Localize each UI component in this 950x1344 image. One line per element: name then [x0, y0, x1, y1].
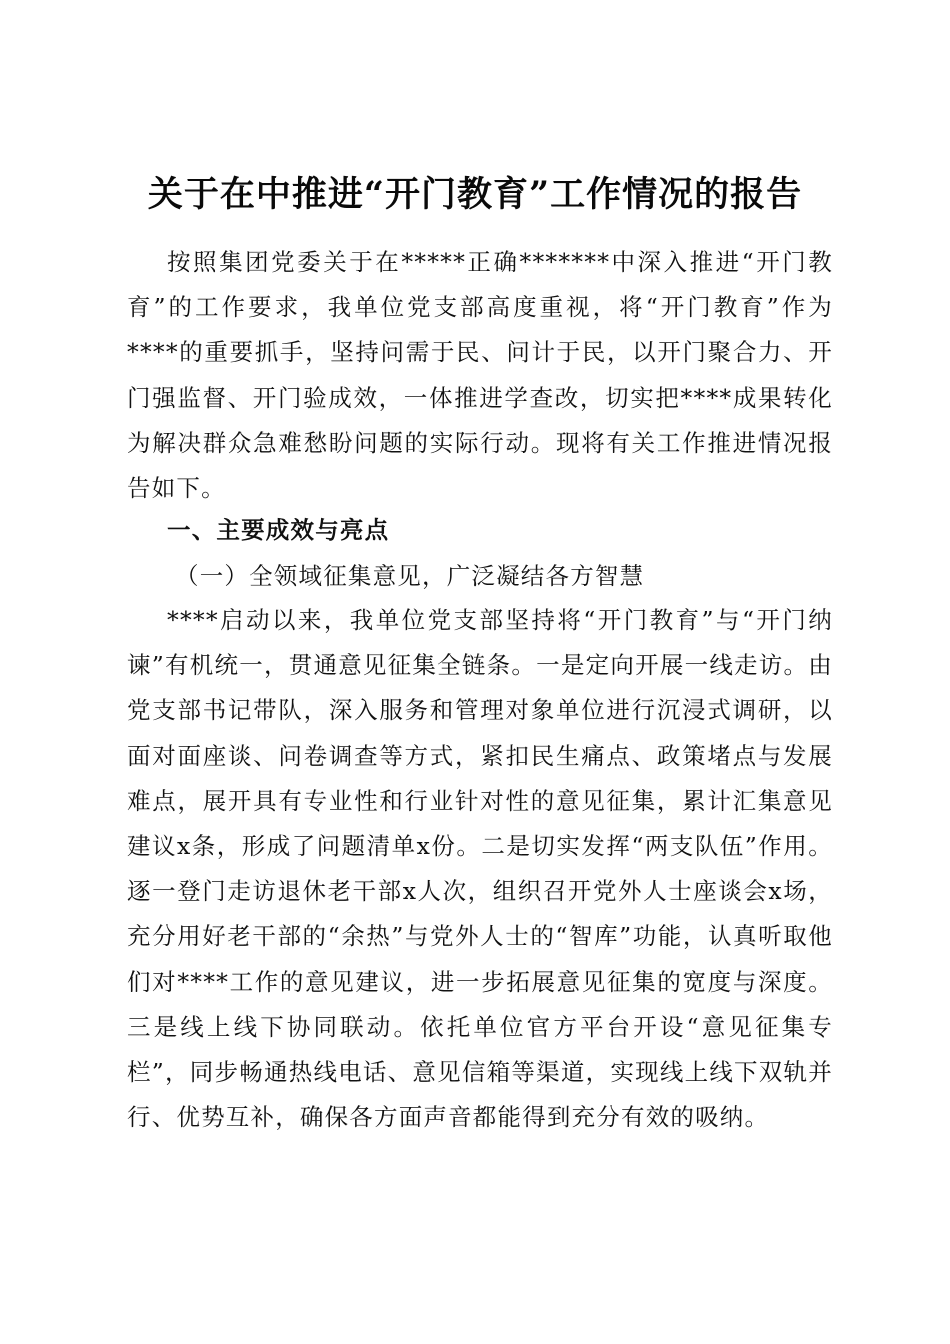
subsection-heading: （一）全领域征集意见，广泛凝结各方智慧 [175, 562, 645, 590]
document-title: 关于在中推进“开门教育”工作情况的报告 [147, 174, 803, 215]
section-heading: 一、主要成效与亮点 [167, 516, 390, 544]
body-paragraph: ****启动以来，我单位党支部坚持将“开门教育”与“开门纳谏”有机统一，贯通意见征集全链条。一是定向开展一线走访。由党支部书记带队，深入服务和管理对象单位进行沉浸式调研，以面对面座谈、问卷调查等方式，紧扣民生痛点、政策堵点与发展难点，展开具有专业性和行业针对性的意见征集，累计汇集意见建议x条，形成了问题清单x份。二是切实发挥“两支队伍”作用。逐一登门走访退休老干部x人次，组织召开党外人士座谈会x场，充分用好老干部的“余热”与党外人士的“智库”功能，认真听取他们对****工作的意见建议，进一步拓展意见征集的宽度与深度。三是线上线下协同联动。依托单位官方平台开设“意见征集专栏”，同步畅通热线电话、意见信箱等渠道，实现线上线下双轨并行、优势互补，确保各方面声音都能得到充分有效的吸纳。 [127, 606, 833, 1132]
intro-paragraph: 按照集团党委关于在*****正确*******中深入推进“开门教育”的工作要求，我单位党支部高度重视，将“开门教育”作为****的重要抓手，坚持问需于民、问计于民，以开门聚合力、开门强监督、开门验成效，一体推进学查改，切实把****成果转化为解决群众急难愁盼问题的实际行动。现将有关工作推进情况报告如下。 [127, 248, 833, 503]
